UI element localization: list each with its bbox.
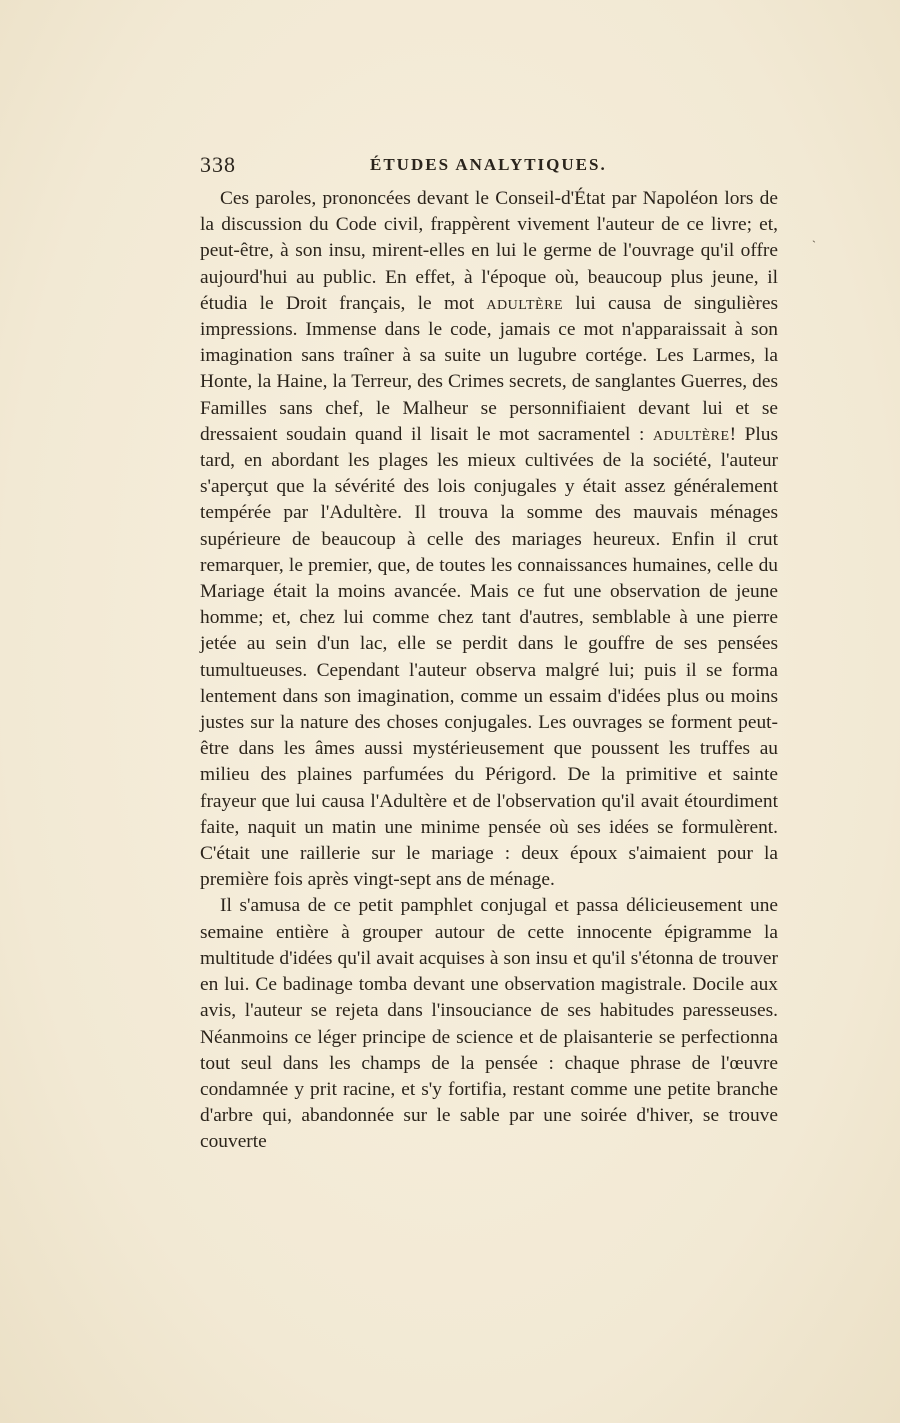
- paragraph-1-text-b: lui causa de singulières impressions. Immense dans le code, jamais ce mot n'apparaissait à son imagination sans traîner à sa suite un lugubre cortége. Les Larmes, la Honte, la Haine, la Terreur, des Crimes secrets, de sanglantes Guerres, des Familles sans chef, le Malheur se personnifiaient devant lui et se dressaient soudain quand il lisait le mot sacramentel :: [200, 292, 778, 445]
- margin-mark: ˎ: [812, 229, 816, 243]
- running-head: ÉTUDES ANALYTIQUES.: [370, 155, 607, 174]
- paragraph-2: [200, 893, 778, 1155]
- page-header: [200, 152, 780, 182]
- body-text: [200, 186, 778, 1156]
- paragraph-1: [200, 186, 778, 893]
- word-adultere-1: adultère: [486, 292, 563, 314]
- word-adultere-2: adultère: [652, 423, 730, 445]
- paragraph-1-text-c: ! Plus tard, en abordant les plages les mieux cultivées de la société, l'auteur s'aperçut que la sévérité des lois conjugales y était assez généralement tempérée par l'Adultère. Il trouva la somme des mauvais ménages supérieure de beaucoup à celle des mariages heureux. Enfin il crut remarquer, le premier, que, de toutes les connaissances humaines, celle du Mariage était la moins avancée. Mais ce fut une observation de jeune homme; et, chez lui comme chez tant d'autres, semblable à une pierre jetée au sein d'un lac, elle se perdit dans le gouffre de ses pensées tumultueuses. Cependant l'auteur observa malgré lui; puis il se forma lentement dans son imagination, comme un essaim d'idées plus ou moins justes sur la nature des choses conjugales. Les ouvrages se forment peut-être dans les âmes aussi mystérieusement que poussent les truffes au milieu des plaines parfumées du Périgord. De la primitive et sainte frayeur que lui causa l'Adultère et de l'observation qu'il avait étourdiment faite, naquit un matin une minime pensée où ses idées se formulèrent. C'était une raillerie sur le mariage : deux époux s'aimaient pour la première fois après vingt-sept ans de ménage.: [200, 423, 779, 891]
- paragraph-1-text-a: Ces paroles, prononcées devant le Conseil-d'État par Napoléon lors de la discussion du Code civil, frappèrent vivement l'auteur de ce livre; et, peut-être, à son insu, mirent-elles en lui le germe de l'ouvrage qu'il offre aujourd'hui au public. En effet, à l'époque où, beaucoup plus jeune, il étudia le Droit français, le mot: [200, 188, 778, 314]
- page-number: 338: [200, 152, 236, 177]
- paragraph-2-text: Il s'amusa de ce petit pamphlet conjugal et passa délicieusement une semaine entière à grouper autour de cette innocente épigramme la multitude d'idées qu'il avait acquises à son insu et qu'il s'étonna de trouver en lui. Ce badinage tomba devant une observation magistrale. Docile aux avis, l'auteur se rejeta dans l'insouciance de ses habitudes paresseuses. Néanmoins ce léger principe de science et de plaisanterie se perfectionna tout seul dans les champs de la pensée : chaque phrase de l'œuvre condamnée y prit racine, et s'y fortifia, restant comme une petite branche d'arbre qui, abandonnée sur le sable par une soirée d'hiver, se trouve couverte: [200, 895, 778, 1153]
